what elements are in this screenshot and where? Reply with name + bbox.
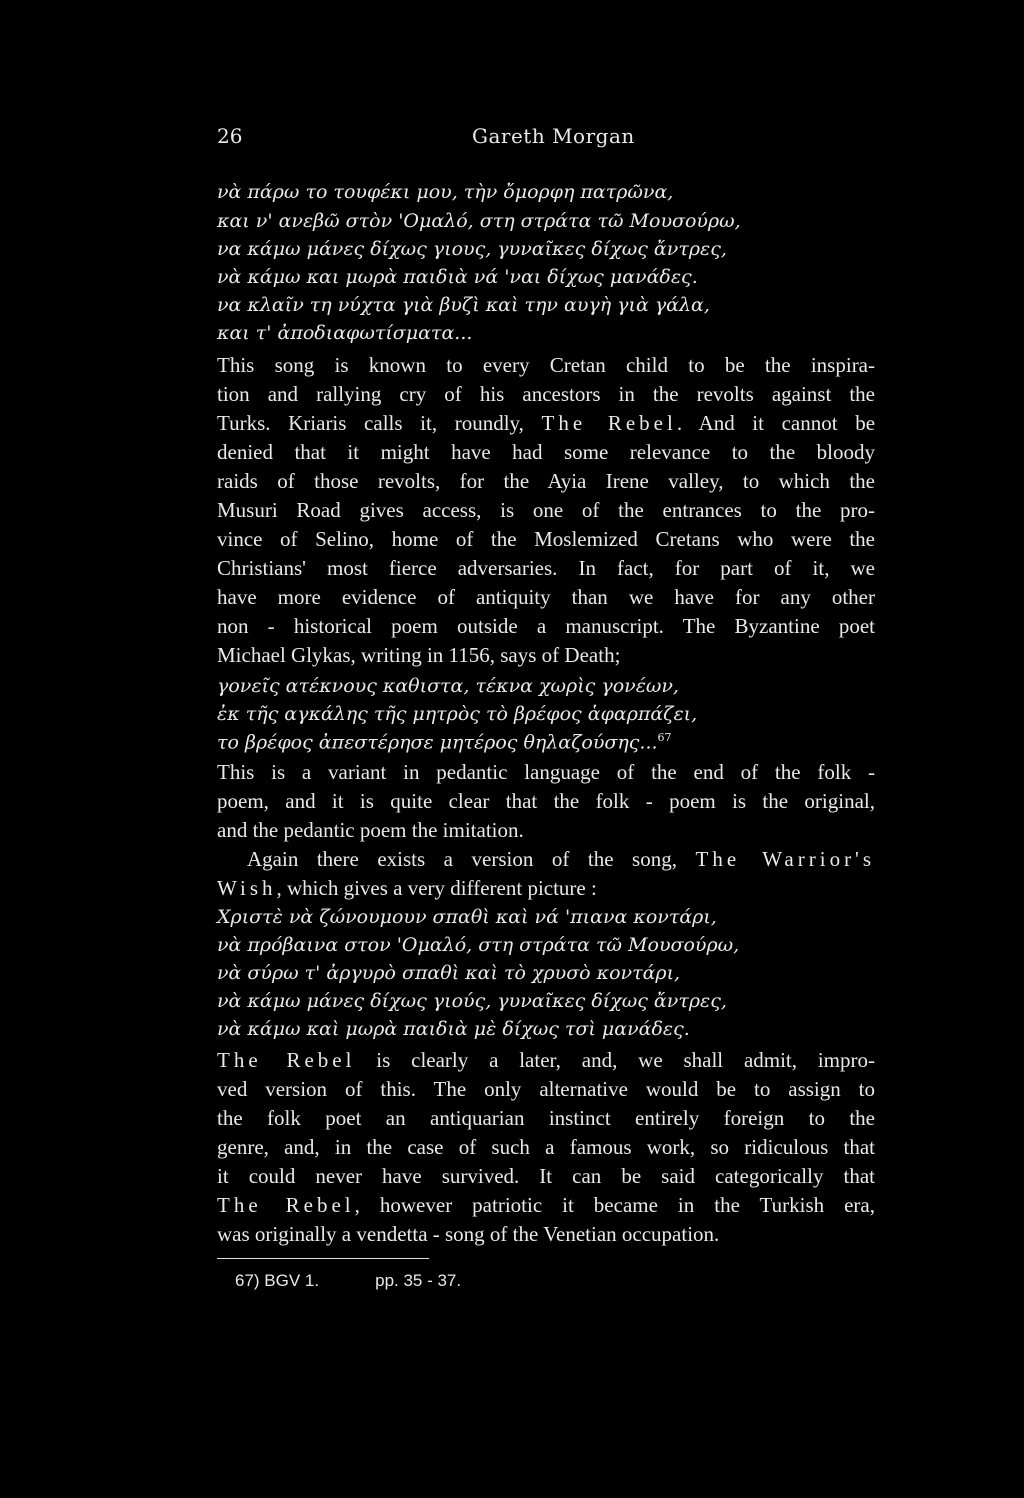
text-line: genre, and, in the case of such a famous work, so ridiculous that: [217, 1135, 875, 1159]
footnote-mark: 67) BGV 1.: [235, 1271, 320, 1290]
title-wish: Wish: [217, 876, 277, 900]
verse-line: και ν' ανεβῶ στὸν 'Ομαλό, στη στράτα τῶ Μουσούρω,: [217, 210, 741, 232]
verse-line: νὰ κάμω μάνες δίχως γιούς, γυναῖκες δίχως ἄντρες,: [217, 990, 727, 1012]
text-line: Musuri Road gives access, is one of the entrances to the pro-: [217, 498, 875, 522]
footnote: [235, 1271, 461, 1291]
verse-line: να κάμω μάνες δίχως γιους, γυναῖκες δίχως ἄντρες,: [217, 238, 727, 260]
verse-line: να κλαῖν τη νύχτα γιὰ βυζὶ καὶ την αυγὴ γιὰ γάλα,: [217, 294, 710, 316]
text-line: Wish, which gives a very different picture :: [217, 876, 597, 900]
running-head-author: Gareth Morgan: [472, 124, 635, 148]
text-line: raids of those revolts, for the Ayia Irene valley, to which the: [217, 469, 875, 493]
text-line: poem, and it is quite clear that the folk - poem is the original,: [217, 789, 875, 813]
text-line: non - historical poem outside a manuscript. The Byzantine poet: [217, 614, 875, 638]
text-line: Christians' most fierce adversaries. In fact, for part of it, we: [217, 556, 875, 580]
title-the-rebel: The Rebel: [541, 411, 677, 435]
verse-line: Χριστὲ νὰ ζώνουμουν σπαθὶ καὶ νά 'πιανα κοντάρι,: [217, 906, 717, 928]
text-line: The Rebel, however patriotic it became in the Turkish era,: [217, 1193, 875, 1217]
page-number: 26: [217, 124, 243, 148]
verse-line: νὰ πρόβαινα στον 'Ομαλό, στη στράτα τῶ Μουσούρω,: [217, 934, 740, 956]
text-line: This song is known to every Cretan child to be the inspira-: [217, 353, 875, 377]
text-line: Michael Glykas, writing in 1156, says of Death;: [217, 643, 621, 667]
title-the-rebel: The Rebel: [217, 1193, 355, 1217]
footnote-reference[interactable]: 67: [657, 731, 672, 744]
text-line: Again there exists a version of the song, The Warrior's: [247, 847, 876, 871]
verse-line: και τ' ἀποδιαφωτίσματα...: [217, 322, 473, 344]
text-line: tion and rallying cry of his ancestors in the revolts against the: [217, 382, 875, 406]
footnote-pages: pp. 35 - 37.: [375, 1271, 462, 1290]
verse-line: νὰ πάρω το τουφέκι μου, τὴν ὄμορφη πατρῶνα,: [217, 181, 674, 203]
verse-line: το βρέφος ἀπεστέρησε μητέρος θηλαζούσης...$^{67}$: [217, 731, 672, 754]
verse-line: νὰ κάμω καὶ μωρὰ παιδιὰ μὲ δίχως τσὶ μανάδες.: [217, 1018, 690, 1040]
verse-line: νὰ σύρω τ' ἀργυρὸ σπαθὶ καὶ τὸ χρυσὸ κοντάρι,: [217, 962, 681, 984]
text-line: This is a variant in pedantic language of the end of the folk -: [217, 760, 875, 784]
text-line: it could never have survived. It can be said categorically that: [217, 1164, 875, 1188]
text-line: ved version of this. The only alternative would be to assign to: [217, 1077, 875, 1101]
footnote-divider: [217, 1258, 429, 1259]
text-line: and the pedantic poem the imitation.: [217, 818, 524, 842]
running-header: [217, 124, 877, 156]
title-warriors-wish: The Warrior's: [695, 847, 876, 871]
text-line: have more evidence of antiquity than we have for any other: [217, 585, 875, 609]
text-line: denied that it might have had some relevance to the bloody: [217, 440, 875, 464]
text-line: the folk poet an antiquarian instinct entirely foreign to the: [217, 1106, 875, 1130]
text-line: vince of Selino, home of the Moslemized Cretans who were the: [217, 527, 875, 551]
text-line: The Rebel is clearly a later, and, we shall admit, impro-: [217, 1048, 875, 1072]
text-line: was originally a vendetta - song of the Venetian occupation.: [217, 1222, 720, 1246]
verse-line: νὰ κάμω και μωρὰ παιδιὰ νά 'ναι δίχως μανάδες.: [217, 266, 698, 288]
title-the-rebel: The Rebel: [217, 1048, 356, 1072]
verse-line: γονεῖς ατέκνους καθιστα, τέκνα χωρὶς γονέων,: [217, 675, 679, 697]
text-line: Turks. Kriaris calls it, roundly, The Rebel. And it cannot be: [217, 411, 876, 435]
verse-line: ἐκ τῆς αγκάλης τῆς μητρὸς τὸ βρέφος ἁφαρπάζει,: [217, 703, 698, 725]
